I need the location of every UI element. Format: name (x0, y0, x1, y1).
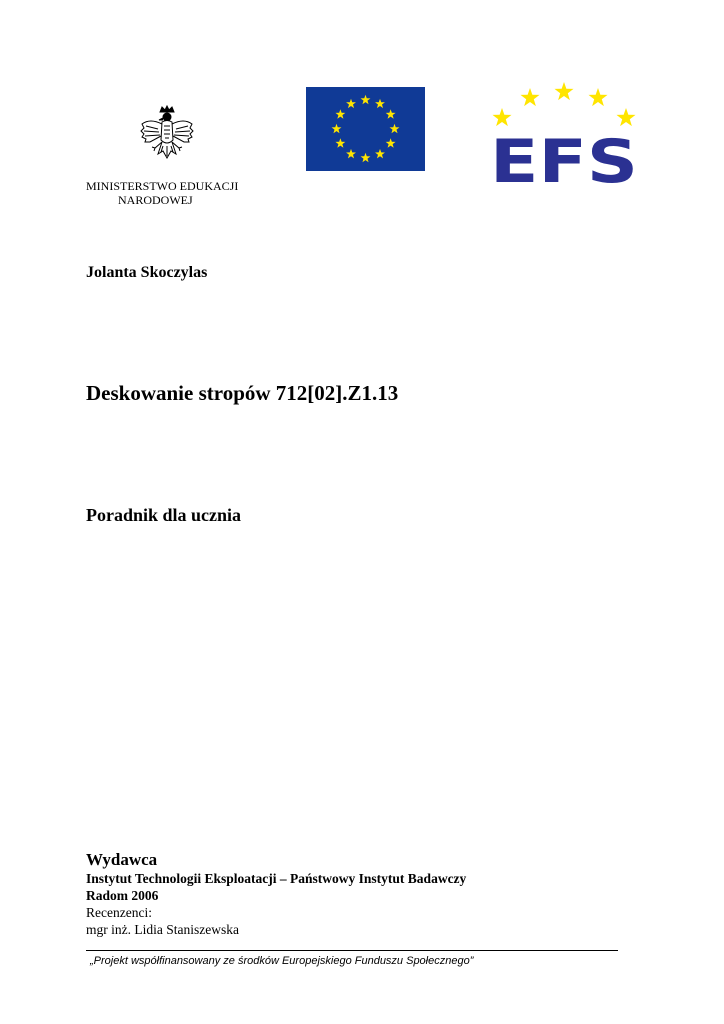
efs-star-icon (520, 88, 539, 106)
document-subtitle: Poradnik dla ucznia (86, 505, 242, 525)
ministry-line-2: NARODOWEJ (118, 193, 193, 207)
publisher-institute: Instytut Technologii Eksploatacji – Państwowy Instytut Badawczy (86, 871, 467, 886)
publisher-place-year: Radom 2006 (86, 888, 159, 903)
eu-star-icon (386, 138, 396, 147)
eu-star-icon (375, 149, 385, 158)
publisher-heading: Wydawca (86, 850, 158, 869)
eu-star-icon (332, 124, 342, 133)
footer-divider (86, 950, 618, 951)
author-name: Jolanta Skoczylas (86, 264, 208, 281)
eu-star-icon (375, 99, 385, 108)
reviewers-label: Recenzenci: (86, 905, 152, 920)
efs-logo-text: EFS (490, 127, 638, 190)
document-title: Deskowanie stropów 712[02].Z1.13 (86, 381, 399, 405)
eu-star-icon (346, 99, 356, 108)
efs-star-icon (492, 108, 511, 126)
eu-star-icon (335, 109, 345, 118)
eu-star-icon (335, 138, 345, 147)
eu-star-icon (361, 95, 371, 104)
publisher-block (86, 850, 646, 938)
eu-star-icon (361, 153, 371, 162)
eu-star-icon (346, 149, 356, 158)
ministry-line-1: MINISTERSTWO EDUKACJI (86, 179, 239, 193)
efs-logo (486, 82, 642, 190)
eu-star-icon (386, 109, 396, 118)
efs-star-icon (588, 88, 607, 106)
eu-flag-icon (306, 87, 425, 171)
eu-star-icon (390, 124, 400, 133)
ministry-name (86, 179, 266, 207)
reviewer-name: mgr inż. Lidia Staniszewska (86, 922, 239, 937)
efs-star-icon (616, 108, 635, 126)
polish-eagle-icon (138, 104, 196, 166)
efs-star-icon (554, 82, 573, 100)
footer-note: „Projekt współfinansowany ze środków Europejskiego Funduszu Społecznego” (90, 955, 474, 967)
